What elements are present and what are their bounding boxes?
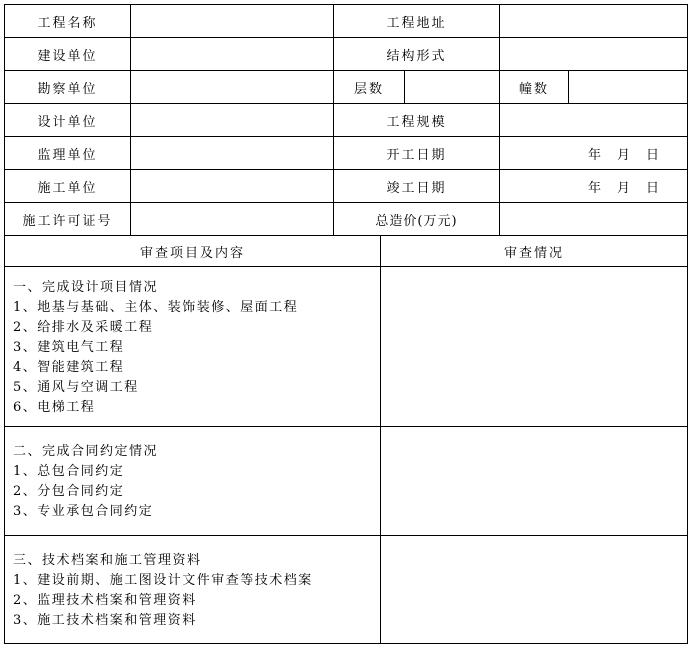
list-item: 2、分包合同约定: [13, 484, 125, 499]
list-item: 1、地基与基础、主体、装饰装修、屋面工程: [13, 300, 299, 315]
field-completion-date[interactable]: [499, 169, 688, 203]
field-survey-unit[interactable]: [130, 70, 334, 104]
label-buildings: 幢数: [499, 70, 569, 104]
review-status-cell-1[interactable]: [380, 266, 688, 427]
label-construction-unit: 建设单位: [4, 37, 131, 71]
section-title: 二、完成合同约定情况: [13, 444, 159, 459]
list-item: 3、专业承包合同约定: [13, 504, 154, 519]
list-item: 1、总包合同约定: [13, 464, 125, 479]
field-project-scale[interactable]: [499, 103, 688, 137]
field-buildings[interactable]: [568, 70, 688, 104]
label-design-unit: 设计单位: [4, 103, 131, 137]
list-item: 3、施工技术档案和管理资料: [13, 613, 197, 628]
label-project-name: 工程名称: [4, 4, 131, 38]
label-structure-type: 结构形式: [333, 37, 500, 71]
label-contractor-unit: 施工单位: [4, 169, 131, 203]
section-title: 一、完成设计项目情况: [13, 280, 159, 295]
field-structure-type[interactable]: [499, 37, 688, 71]
section-item-list: [13, 462, 153, 522]
label-total-cost: 总造价(万元): [333, 202, 500, 236]
section-item-list: [13, 298, 298, 418]
list-item: 5、通风与空调工程: [13, 380, 139, 395]
review-form-table: [4, 4, 688, 644]
field-permit-number[interactable]: [130, 202, 334, 236]
section-item-list: [13, 571, 313, 631]
day-label: 日: [646, 180, 660, 196]
year-label: 年: [587, 180, 601, 196]
label-project-scale: 工程规模: [333, 103, 500, 137]
day-label: 日: [646, 147, 660, 163]
field-start-date[interactable]: [499, 136, 688, 170]
section-title: 三、技术档案和施工管理资料: [13, 553, 202, 568]
label-floors: 层数: [333, 70, 405, 104]
label-start-date: 开工日期: [333, 136, 500, 170]
field-project-name[interactable]: [130, 4, 334, 38]
review-items-header: 审查项目及内容: [4, 235, 381, 267]
review-status-header: 审查情况: [380, 235, 688, 267]
list-item: 6、电梯工程: [13, 400, 96, 415]
label-completion-date: 竣工日期: [333, 169, 500, 203]
field-contractor-unit[interactable]: [130, 169, 334, 203]
field-total-cost[interactable]: [499, 202, 688, 236]
field-floors[interactable]: [404, 70, 500, 104]
review-section-1: [4, 266, 381, 427]
list-item: 1、建设前期、施工图设计文件审查等技术档案: [13, 573, 313, 588]
field-project-address[interactable]: [499, 4, 688, 38]
review-section-3: [4, 535, 381, 644]
month-label: 月: [616, 180, 630, 196]
label-permit-number: 施工许可证号: [4, 202, 131, 236]
label-project-address: 工程地址: [333, 4, 500, 38]
field-supervision-unit[interactable]: [130, 136, 334, 170]
field-construction-unit[interactable]: [130, 37, 334, 71]
field-design-unit[interactable]: [130, 103, 334, 137]
label-supervision-unit: 监理单位: [4, 136, 131, 170]
list-item: 4、智能建筑工程: [13, 360, 125, 375]
label-survey-unit: 勘察单位: [4, 70, 131, 104]
year-label: 年: [587, 147, 601, 163]
review-status-cell-2[interactable]: [380, 426, 688, 536]
list-item: 3、建筑电气工程: [13, 340, 125, 355]
list-item: 2、监理技术档案和管理资料: [13, 593, 197, 608]
list-item: 2、给排水及采暖工程: [13, 320, 154, 335]
month-label: 月: [616, 147, 630, 163]
review-section-2: [4, 426, 381, 536]
review-status-cell-3[interactable]: [380, 535, 688, 644]
